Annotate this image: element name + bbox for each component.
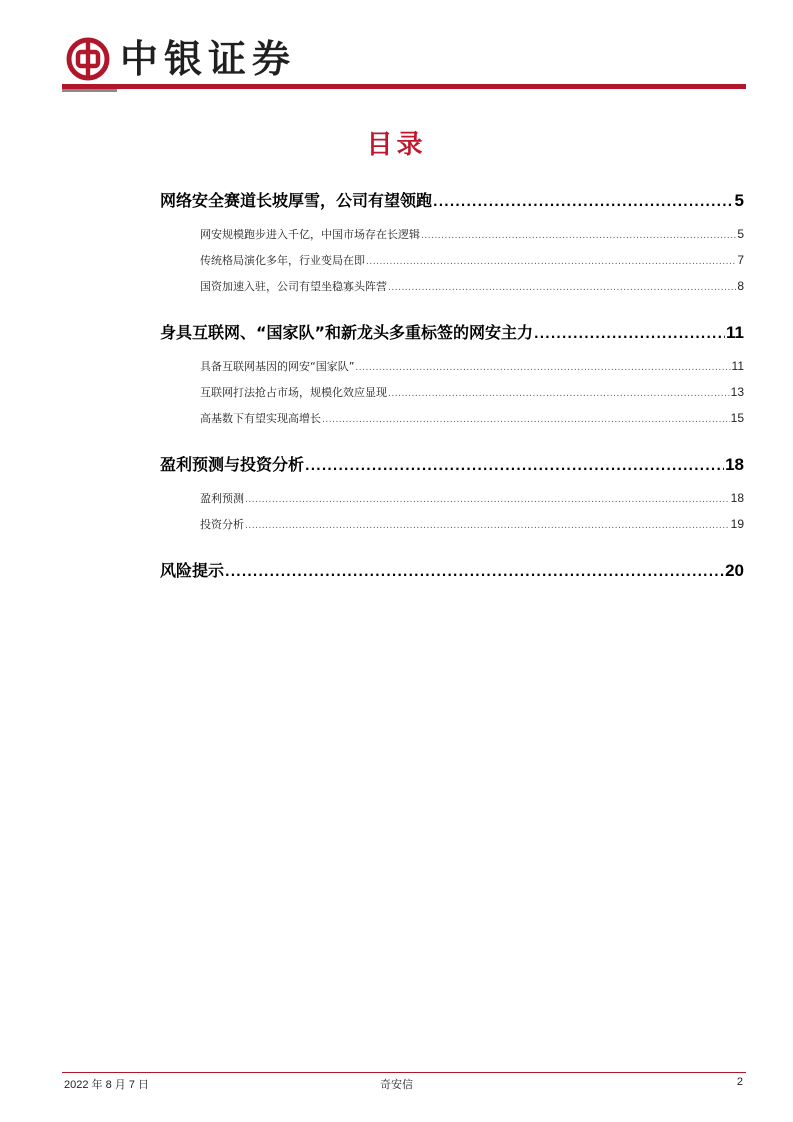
dot-leader [322,415,730,425]
toc-item[interactable] [160,358,744,384]
toc-section-page: 5 [734,191,744,210]
toc-item[interactable] [160,252,744,278]
toc-item[interactable] [160,490,744,516]
dot-leader [433,195,734,209]
toc-item-title: 高基数下有望实现高增长 [200,412,321,425]
toc-section-title: 盈利预测与投资分析 [160,455,305,474]
toc-item-title: 国资加速入驻，公司有望坐稳寡头阵营 [200,280,387,293]
toc-item[interactable] [160,384,744,410]
toc-item-title: 网安规模跑步进入千亿，中国市场存在长逻辑 [200,228,420,241]
dot-leader [355,363,730,373]
toc-item-page: 15 [730,411,744,425]
toc-item-title: 互联网打法抢占市场，规模化效应显现 [200,386,387,399]
toc-item-page: 5 [737,227,744,241]
toc-section-page: 18 [725,455,744,474]
toc-section-title: 风险提示 [160,561,225,580]
footer-date: 2022 年 8 月 7 日 [64,1079,149,1091]
toc-section-page: 20 [725,561,744,580]
footer-rule [62,1072,746,1073]
dot-leader [388,283,736,293]
toc-section-page: 11 [726,323,744,342]
bank-of-china-logo-icon [66,37,110,81]
toc-section-title: 身具互联网、“国家队”和新龙头多重标签的网安主力 [160,323,534,342]
toc-item-page: 18 [730,491,744,505]
toc-item-page: 13 [730,385,744,399]
dot-leader [245,495,730,505]
toc-section[interactable] [160,188,744,214]
toc-item-title: 盈利预测 [200,492,244,505]
toc-section-title: 网络安全赛道长坡厚雪，公司有望领跑 [160,191,433,210]
dot-leader [245,521,730,531]
dot-leader [421,231,736,241]
toc-item-page: 11 [731,359,744,373]
table-of-contents [160,188,744,584]
toc-section[interactable] [160,452,744,478]
toc-section[interactable] [160,320,744,346]
toc-item-title: 传统格局演化多年，行业变局在即 [200,254,365,267]
dot-leader [388,389,730,399]
dot-leader [305,459,724,473]
toc-item[interactable] [160,278,744,304]
toc-item[interactable] [160,226,744,252]
dot-leader [366,257,736,267]
header-rule-accent [62,89,117,92]
toc-item-page: 19 [730,517,744,531]
toc-item[interactable] [160,410,744,436]
toc-section[interactable] [160,558,744,584]
toc-title: 目录 [366,130,427,160]
footer-page-number: 2 [736,1076,743,1088]
toc-item-title: 具备互联网基因的网安“国家队” [200,360,355,373]
toc-item-page: 8 [737,279,744,293]
header-rule [62,84,746,89]
footer-company: 奇安信 [380,1078,413,1091]
brand-logo [66,38,296,80]
toc-item-title: 投资分析 [200,518,244,531]
brand-name: 中银证券 [120,36,297,81]
toc-item[interactable] [160,516,744,542]
dot-leader [225,565,724,579]
toc-item-page: 7 [737,253,744,267]
dot-leader [534,327,725,341]
